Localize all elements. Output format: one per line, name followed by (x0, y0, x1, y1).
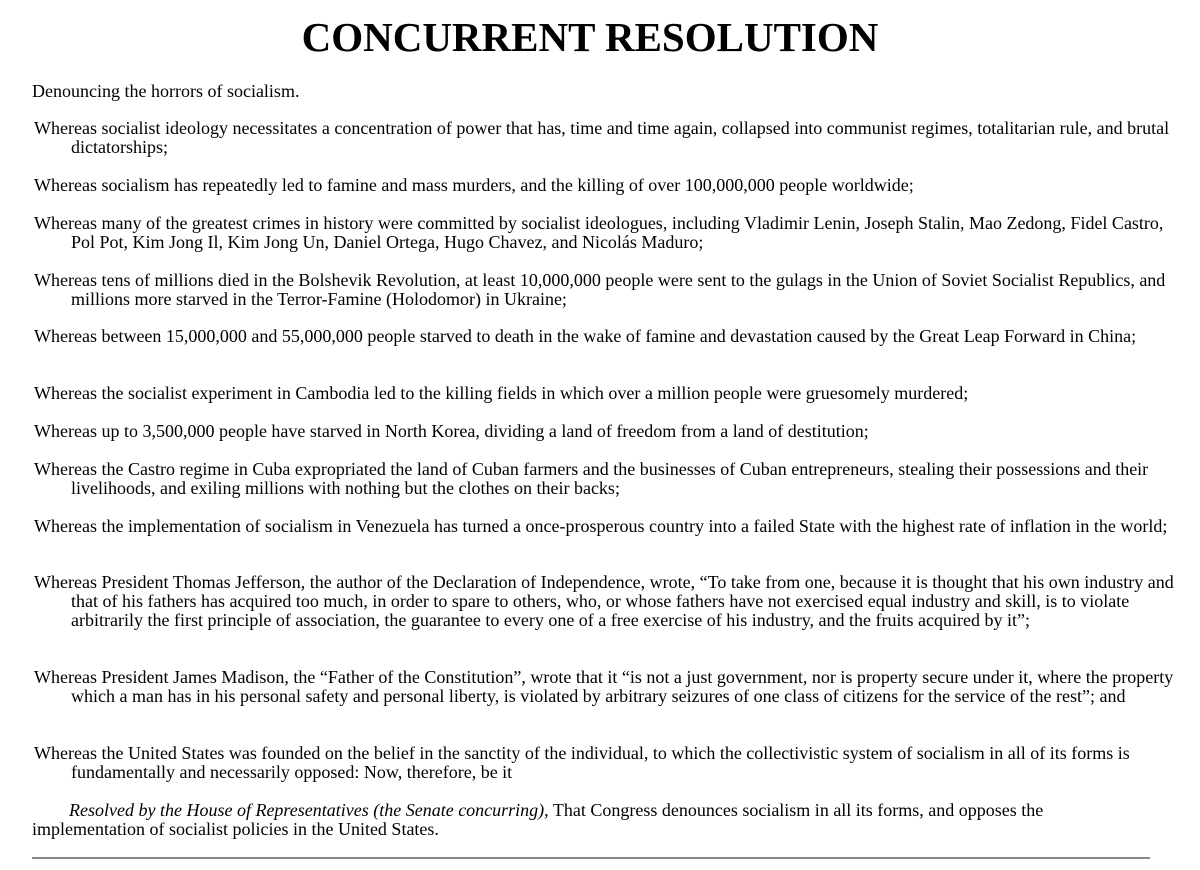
whereas-clause-10: Whereas President Thomas Jefferson, the author of the Declaration of Independence, wrote, “To take from one, because it is thought that his own industry and that of his fathers has acquired too much, in order to spare to others, who, or whose fathers have not exercised equal industry and skill, is to violate arbitrarily the first principle of association, the guarantee to every one of a free exercise of his industry, and the fruits acquired by it”; (34, 572, 1174, 630)
whereas-clause-12: Whereas the United States was founded on the belief in the sanctity of the individual, to which the collectivistic system of socialism in all of its forms is fundamentally and necessarily opposed: Now, therefore, be it (34, 743, 1130, 782)
whereas-clause-9: Whereas the implementation of socialism in Venezuela has turned a once-prosperous country into a failed State with the highest rate of inflation in the world; (34, 516, 1168, 536)
resolved-clause (32, 801, 1152, 839)
whereas-clause-2: Whereas socialism has repeatedly led to famine and mass murders, and the killing of over 100,000,000 people worldwide; (34, 175, 914, 195)
whereas-clause-11: Whereas President James Madison, the “Father of the Constitution”, wrote that it “is not a just government, nor is property secure under it, where the property which a man has in his personal safety and personal liberty, is violated by arbitrary seizures of one class of citizens for the service of the rest”; and (34, 667, 1174, 706)
whereas-clause-6: Whereas the socialist experiment in Cambodia led to the killing fields in which over a million people were gruesomely murdered; (34, 383, 969, 403)
whereas-clause-1: Whereas socialist ideology necessitates a concentration of power that has, time and time again, collapsed into communist regimes, totalitarian rule, and brutal dictatorships; (34, 118, 1170, 157)
whereas-clause-3: Whereas many of the greatest crimes in history were committed by socialist ideologues, including Vladimir Lenin, Joseph Stalin, Mao Zedong, Fidel Castro, Pol Pot, Kim Jong Il, Kim Jong Un, Daniel Ortega, Hugo Chavez, and Nicolás Maduro; (34, 213, 1164, 252)
bottom-divider (32, 857, 1150, 859)
whereas-clause-8: Whereas the Castro regime in Cuba expropriated the land of Cuban farmers and the businesses of Cuban entrepreneurs, stealing their possessions and their livelihoods, and exiling millions with nothing but the clothes on their backs; (34, 459, 1149, 498)
document-title: CONCURRENT RESOLUTION (301, 14, 879, 60)
resolved-clause-italic: Resolved by the House of Representatives (the Senate concurring), (69, 800, 549, 820)
whereas-clause-5: Whereas between 15,000,000 and 55,000,000 people starved to death in the wake of famine and devastation caused by the Great Leap Forward in China; (34, 326, 1137, 346)
whereas-clause-7: Whereas up to 3,500,000 people have starved in North Korea, dividing a land of freedom from a land of destitution; (34, 421, 869, 441)
resolved-clause-text: That Congress denounces socialism in all its forms, and opposes the implementation of socialist policies in the United States. (32, 800, 1044, 839)
document-subtitle: Denouncing the horrors of socialism. (32, 81, 300, 101)
whereas-clause-4: Whereas tens of millions died in the Bolshevik Revolution, at least 10,000,000 people were sent to the gulags in the Union of Soviet Socialist Republics, and millions more starved in the Terror-Famine (Holodomor) in Ukraine; (34, 270, 1166, 309)
